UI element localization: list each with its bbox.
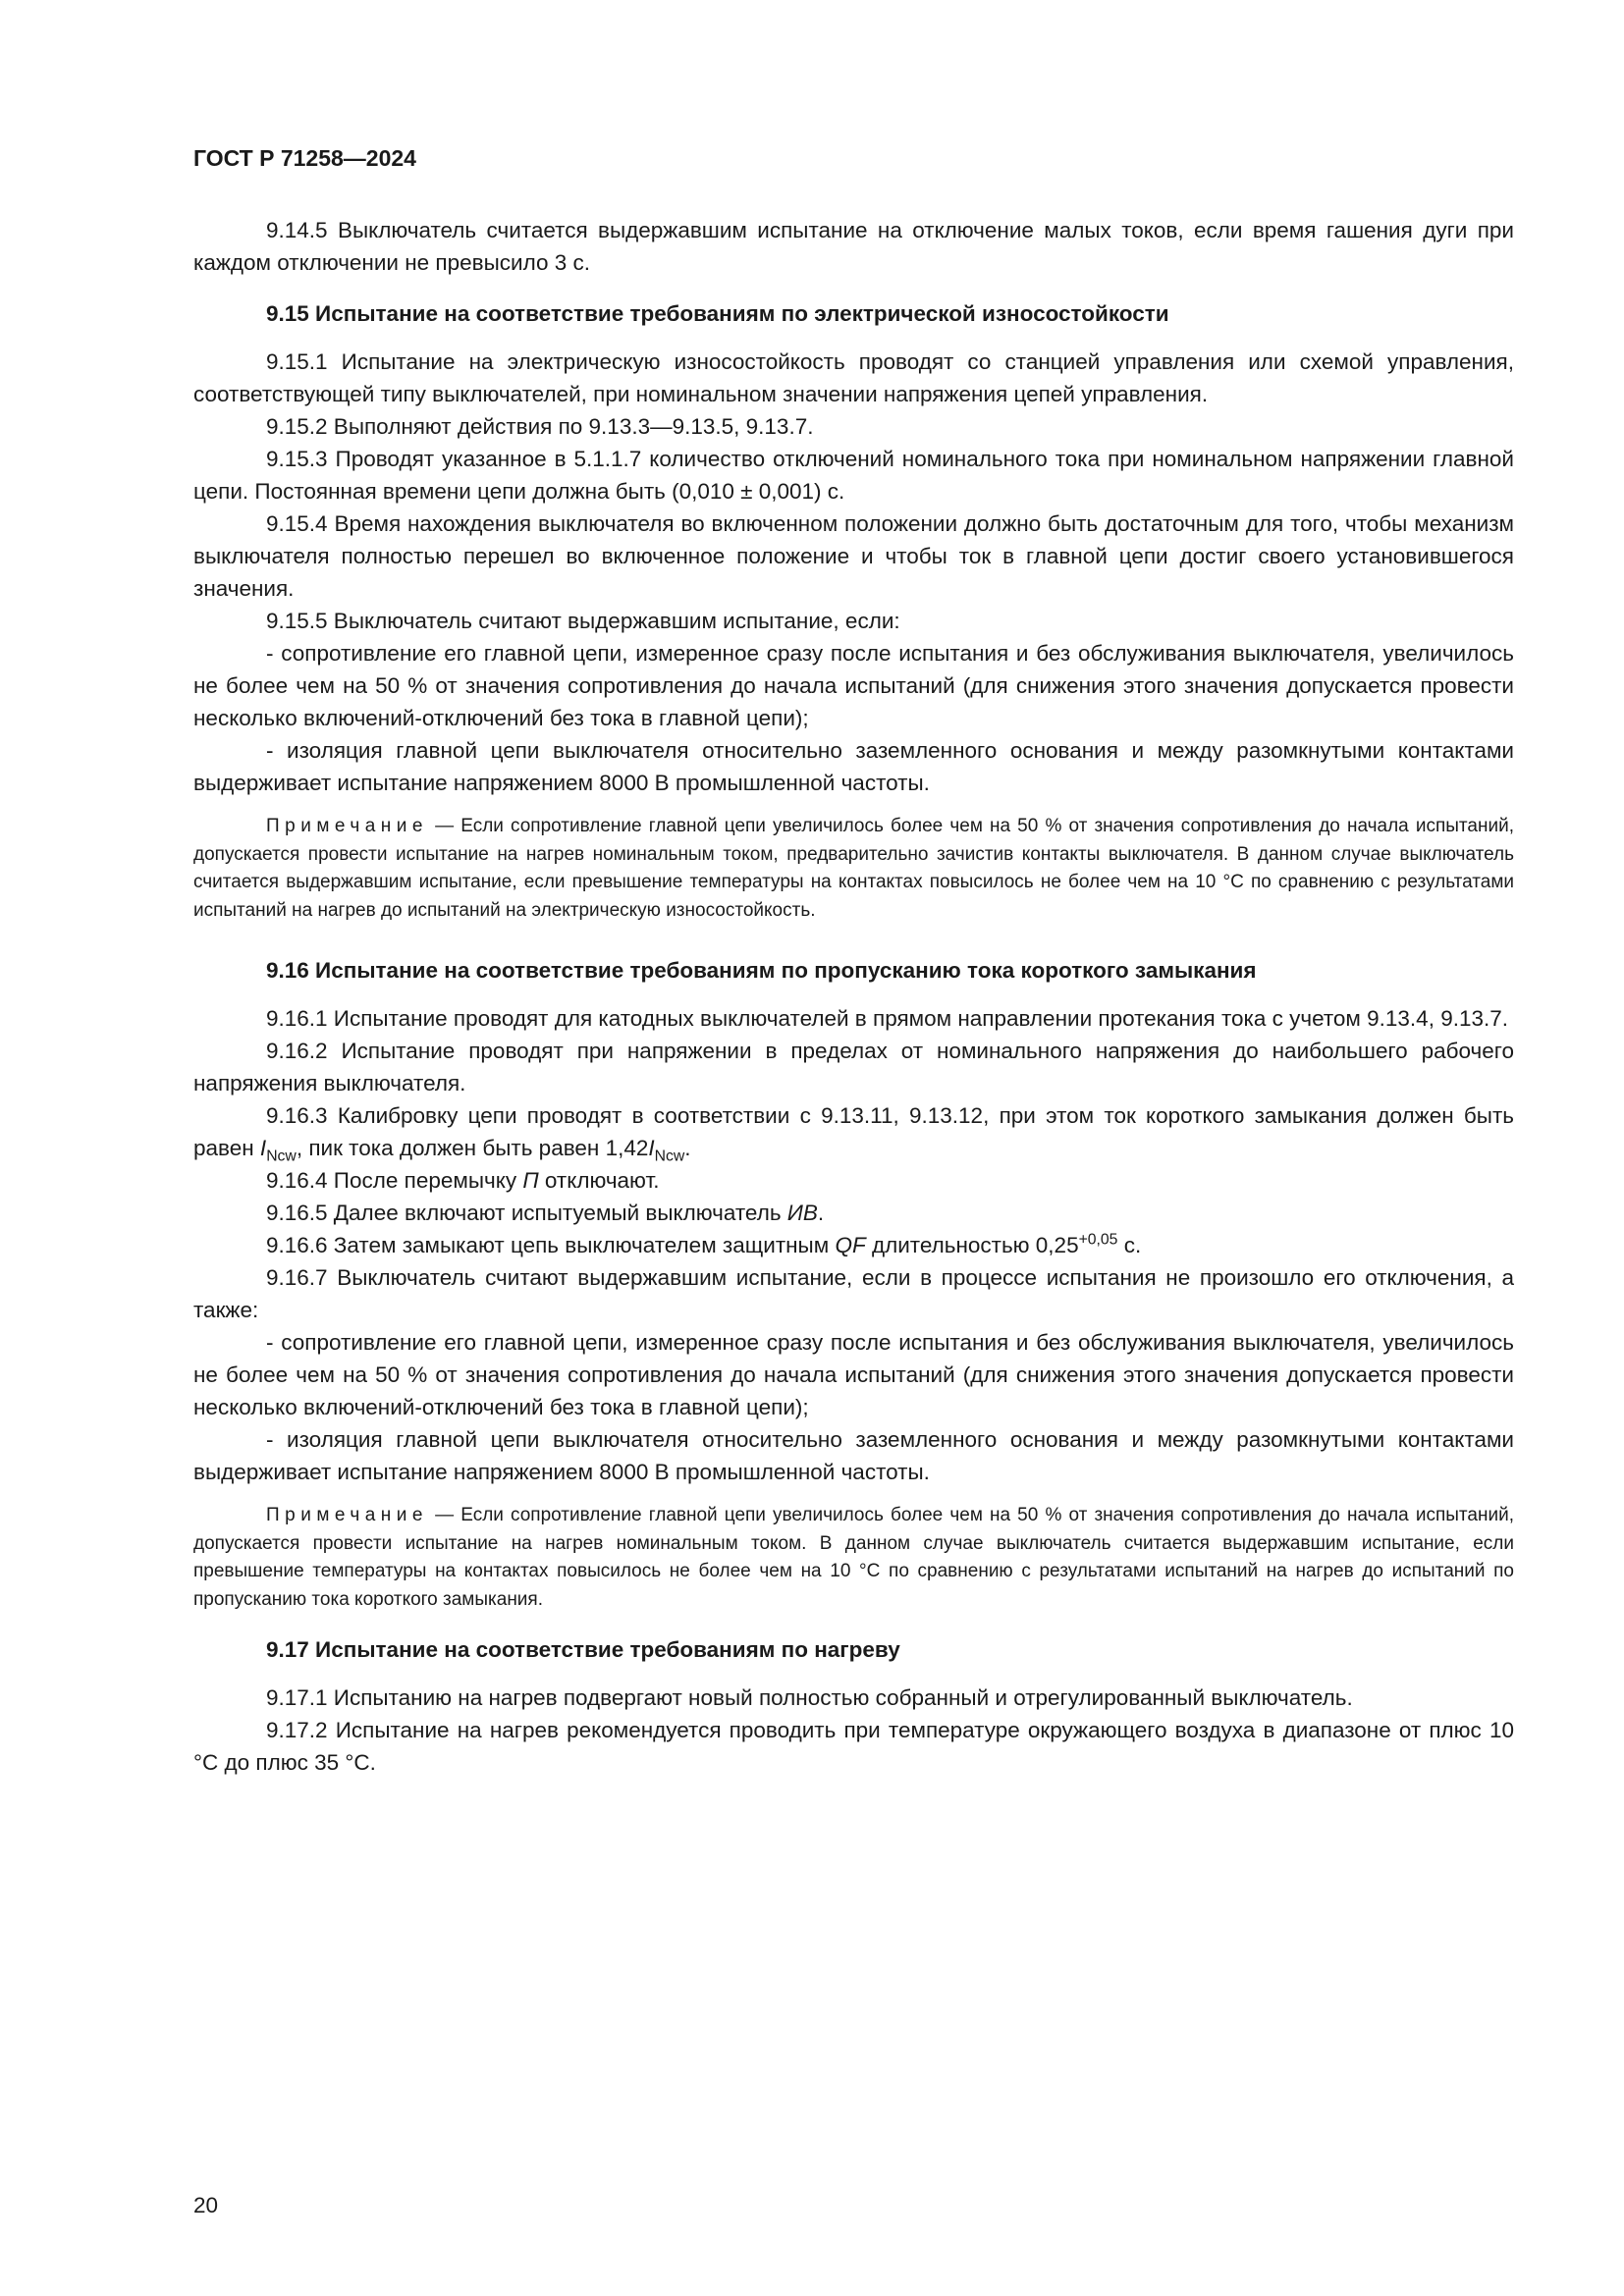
- heading-9-16: 9.16 Испытание на соответствие требованиям по пропусканию тока короткого замыкания: [266, 958, 1257, 983]
- document-header: ГОСТ Р 71258—2024: [193, 145, 416, 171]
- document-page: [193, 147, 1514, 1779]
- paragraph-9-14-5: 9.14.5 Выключатель считается выдержавшим испытание на отключение малых токов, если время гашения дуги при каждом отключении не превысило 3 с.: [193, 218, 1514, 275]
- paragraph-9-16-1: 9.16.1 Испытание проводят для катодных выключателей в прямом направлении протекания тока с учетом 9.13.4, 9.13.7.: [266, 1006, 1509, 1031]
- paragraph-9-15-2: 9.15.2 Выполняют действия по 9.13.3—9.13.5, 9.13.7.: [266, 414, 814, 439]
- paragraph-9-15-4: 9.15.4 Время нахождения выключателя во включенном положении должно быть достаточным для того, чтобы механизм выключателя полностью перешел во включенное положение и чтобы ток в главной цепи достиг своего установившегося значения.: [193, 511, 1514, 601]
- heading-9-17: 9.17 Испытание на соответствие требованиям по нагреву: [266, 1637, 900, 1662]
- paragraph-9-17-2: 9.17.2 Испытание на нагрев рекомендуется проводить при температуре окружающего воздуха в диапазоне от плюс 10 °С до плюс 35 °С.: [193, 1718, 1514, 1775]
- paragraph-9-16-2: 9.16.2 Испытание проводят при напряжении в пределах от номинального напряжения до наибольшего рабочего напряжения выключателя.: [193, 1039, 1514, 1095]
- paragraph-9-16-6: 9.16.6 Затем замыкают цепь выключателем защитным QF длительностью $0,25^{+0,05}$ с.: [266, 1231, 1142, 1257]
- note-2: [193, 1502, 1514, 1614]
- paragraph-9-16-7: 9.16.7 Выключатель считают выдержавшим испытание, если в процессе испытания не произошло его отключения, а также:: [193, 1265, 1514, 1322]
- paragraph-9-15-5: 9.15.5 Выключатель считают выдержавшим испытание, если:: [266, 609, 900, 633]
- list-item: - сопротивление его главной цепи, измеренное сразу после испытания и без обслуживания выключателя, увеличилось не более чем на 50 % от значения сопротивления до начала испытаний (для снижения этого значения допускается провести несколько включений-отключений без тока в главной цепи);: [193, 641, 1514, 730]
- note-label: Примечание: [266, 816, 428, 836]
- paragraph-9-15-3: 9.15.3 Проводят указанное в 5.1.1.7 количество отключений номинального тока при номинальном напряжении главной цепи. Постоянная времени цепи должна быть (0,010 ± 0,001) с.: [193, 447, 1514, 504]
- note-text: — Если сопротивление главной цепи увеличилось более чем на 50 % от значения сопротивления до начала испытаний, допускается провести испытание на нагрев номинальным током, предварительно зачистив контакты выключателя. В данном случае выключатель считается выдержавшим испытание, если превышение температуры на контактах повысилось не более чем на 10 °С по сравнению с результатами испытаний на нагрев до испытаний на электрическую износостойкость.: [193, 816, 1514, 921]
- list-item: - сопротивление его главной цепи, измеренное сразу после испытания и без обслуживания выключателя, увеличилось не более чем на 50 % от значения сопротивления до начала испытаний (для снижения этого значения допускается провести несколько включений-отключений без тока в главной цепи);: [193, 1330, 1514, 1419]
- note-label: Примечание: [266, 1505, 428, 1525]
- paragraph-9-16-3: 9.16.3 Калибровку цепи проводят в соответствии с 9.13.11, 9.13.12, при этом ток короткого замыкания должен быть равен $I_{Ncw}$, пик тока должен быть равен $1,42I_{Ncw}$.: [193, 1103, 1514, 1165]
- note-text: — Если сопротивление главной цепи увеличилось более чем на 50 % от значения сопротивления до начала испытаний, допускается провести испытание на нагрев номинальным током. В данном случае выключатель считается выдержавшим испытание, если превышение температуры на контактах повысилось не более чем на 10 °С по сравнению с результатами испытаний на нагрев до испытаний по пропусканию тока короткого замыкания.: [193, 1505, 1514, 1610]
- note-1: [193, 813, 1514, 925]
- paragraph-9-16-5: 9.16.5 Далее включают испытуемый выключатель ИВ.: [266, 1201, 825, 1225]
- list-item: - изоляция главной цепи выключателя относительно заземленного основания и между разомкнутыми контактами выдерживает испытание напряжением 8000 В промышленной частоты.: [193, 738, 1514, 795]
- paragraph-9-17-1: 9.17.1 Испытанию на нагрев подвергают новый полностью собранный и отрегулированный выключатель.: [266, 1685, 1353, 1710]
- heading-9-15: 9.15 Испытание на соответствие требованиям по электрической износостойкости: [266, 301, 1169, 326]
- paragraph-9-15-1: 9.15.1 Испытание на электрическую износостойкость проводят со станцией управления или схемой управления, соответствующей типу выключателей, при номинальном значении напряжения цепей управления.: [193, 349, 1514, 406]
- paragraph-9-16-4: 9.16.4 После перемычку П отключают.: [266, 1168, 660, 1193]
- page-number: 20: [193, 2193, 219, 2217]
- list-item: - изоляция главной цепи выключателя относительно заземленного основания и между разомкнутыми контактами выдерживает испытание напряжением 8000 В промышленной частоты.: [193, 1427, 1514, 1484]
